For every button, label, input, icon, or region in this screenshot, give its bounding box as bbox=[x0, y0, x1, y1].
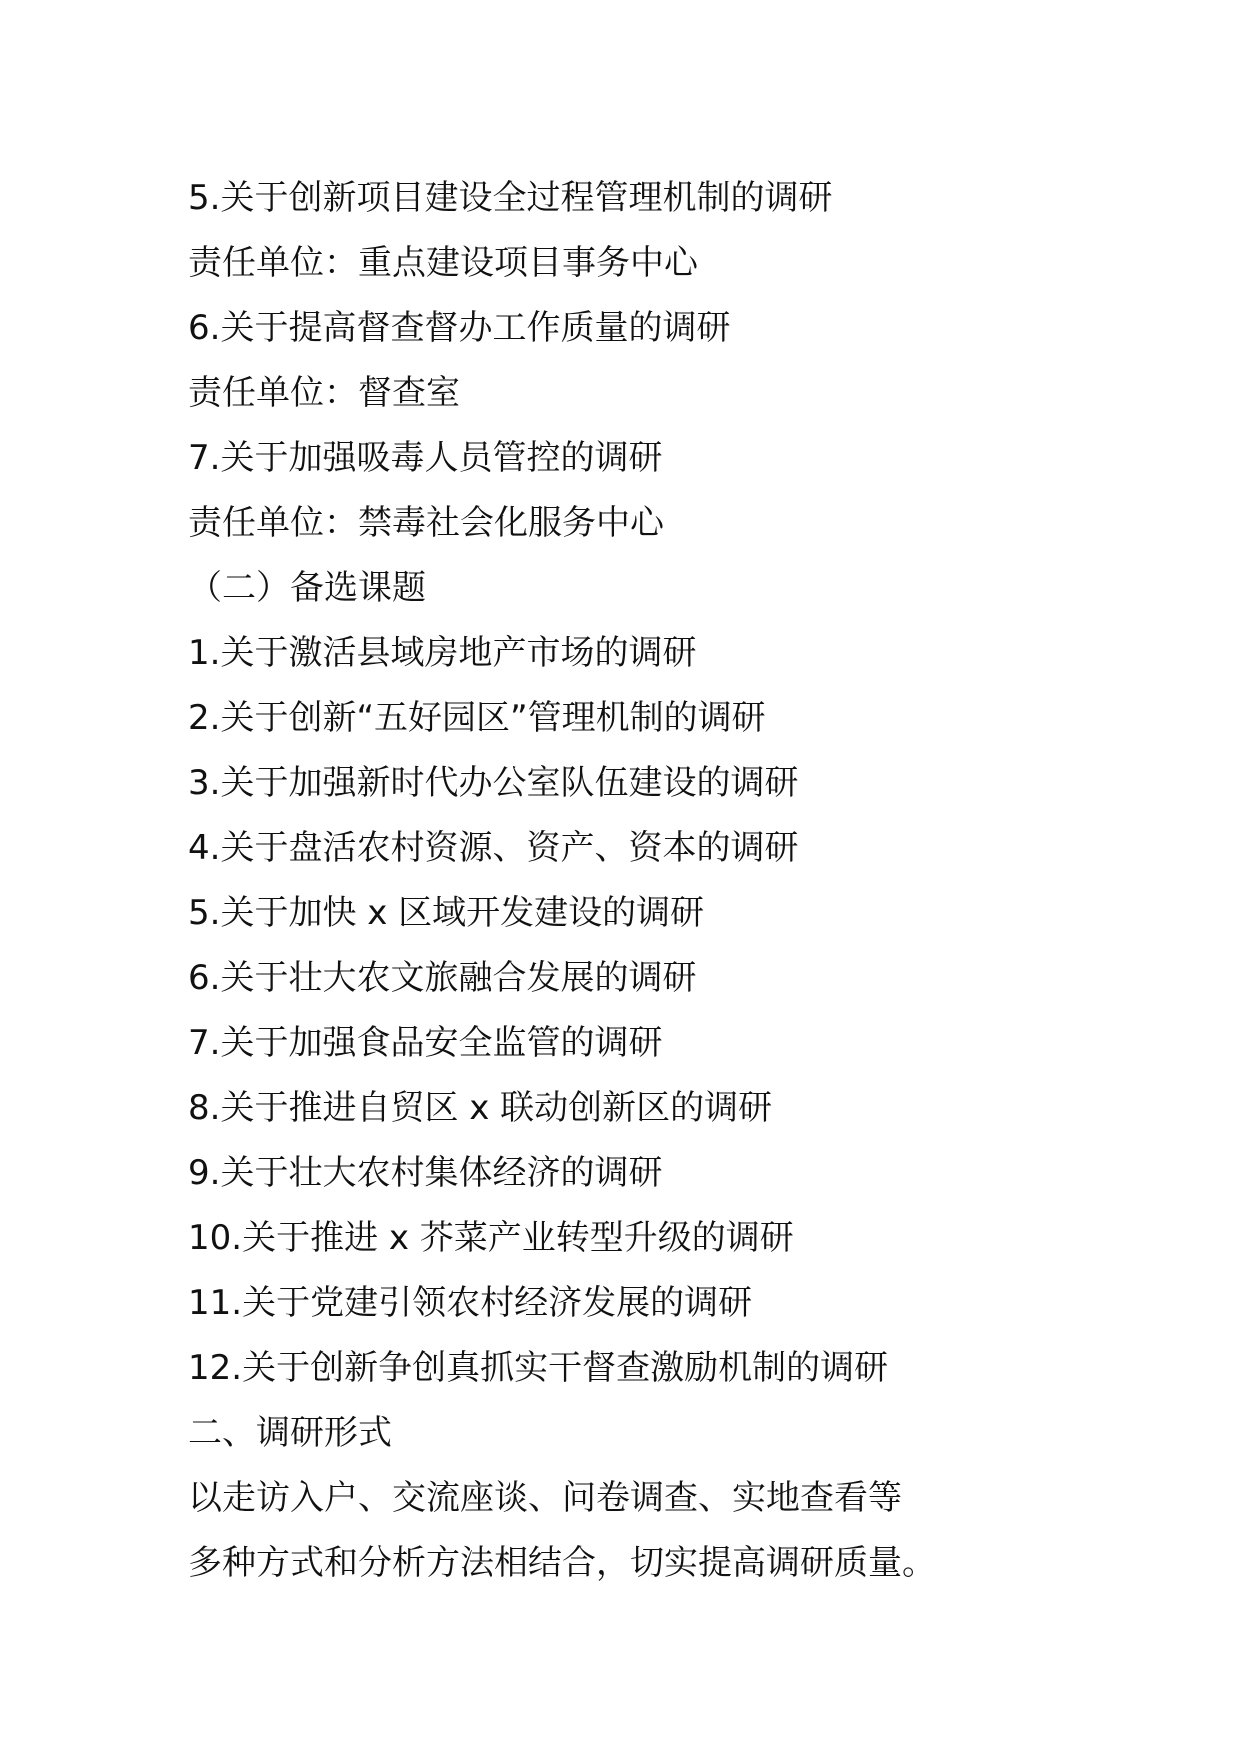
topic-6-responsible-unit: 责任单位：督查室 bbox=[188, 373, 460, 413]
alternative-topic-10: 10.关于推进 x 芥菜产业转型升级的调研 bbox=[188, 1218, 794, 1258]
alternative-topic-5: 5.关于加快 x 区域开发建设的调研 bbox=[188, 893, 705, 933]
alternative-topic-12: 12.关于创新争创真抓实干督查激励机制的调研 bbox=[188, 1348, 889, 1388]
research-form-paragraph-line-1: 以走访入户、交流座谈、问卷调查、实地查看等 bbox=[188, 1478, 902, 1518]
alternative-topic-11: 11.关于党建引领农村经济发展的调研 bbox=[188, 1283, 753, 1323]
topic-6-title: 6.关于提高督查督办工作质量的调研 bbox=[188, 308, 731, 348]
alternative-topic-1: 1.关于激活县域房地产市场的调研 bbox=[188, 633, 697, 673]
section-heading-research-form: 二、调研形式 bbox=[188, 1413, 392, 1453]
alternative-topic-4: 4.关于盘活农村资源、资产、资本的调研 bbox=[188, 828, 799, 868]
topic-7-title: 7.关于加强吸毒人员管控的调研 bbox=[188, 438, 663, 478]
topic-5-responsible-unit: 责任单位：重点建设项目事务中心 bbox=[188, 243, 698, 283]
alternative-topic-8: 8.关于推进自贸区 x 联动创新区的调研 bbox=[188, 1088, 773, 1128]
alternative-topic-7: 7.关于加强食品安全监管的调研 bbox=[188, 1023, 663, 1063]
alternative-topic-6: 6.关于壮大农文旅融合发展的调研 bbox=[188, 958, 697, 998]
document-body bbox=[188, 166, 1088, 1596]
topic-7-responsible-unit: 责任单位：禁毒社会化服务中心 bbox=[188, 503, 664, 543]
topic-5-title: 5.关于创新项目建设全过程管理机制的调研 bbox=[188, 178, 833, 218]
section-heading-alternative-topics: （二）备选课题 bbox=[188, 568, 426, 608]
alternative-topic-3: 3.关于加强新时代办公室队伍建设的调研 bbox=[188, 763, 799, 803]
alternative-topic-9: 9.关于壮大农村集体经济的调研 bbox=[188, 1153, 663, 1193]
research-form-paragraph-line-2: 多种方式和分析方法相结合，切实提高调研质量。 bbox=[188, 1543, 936, 1583]
alternative-topic-2: 2.关于创新“五好园区”管理机制的调研 bbox=[188, 698, 766, 738]
